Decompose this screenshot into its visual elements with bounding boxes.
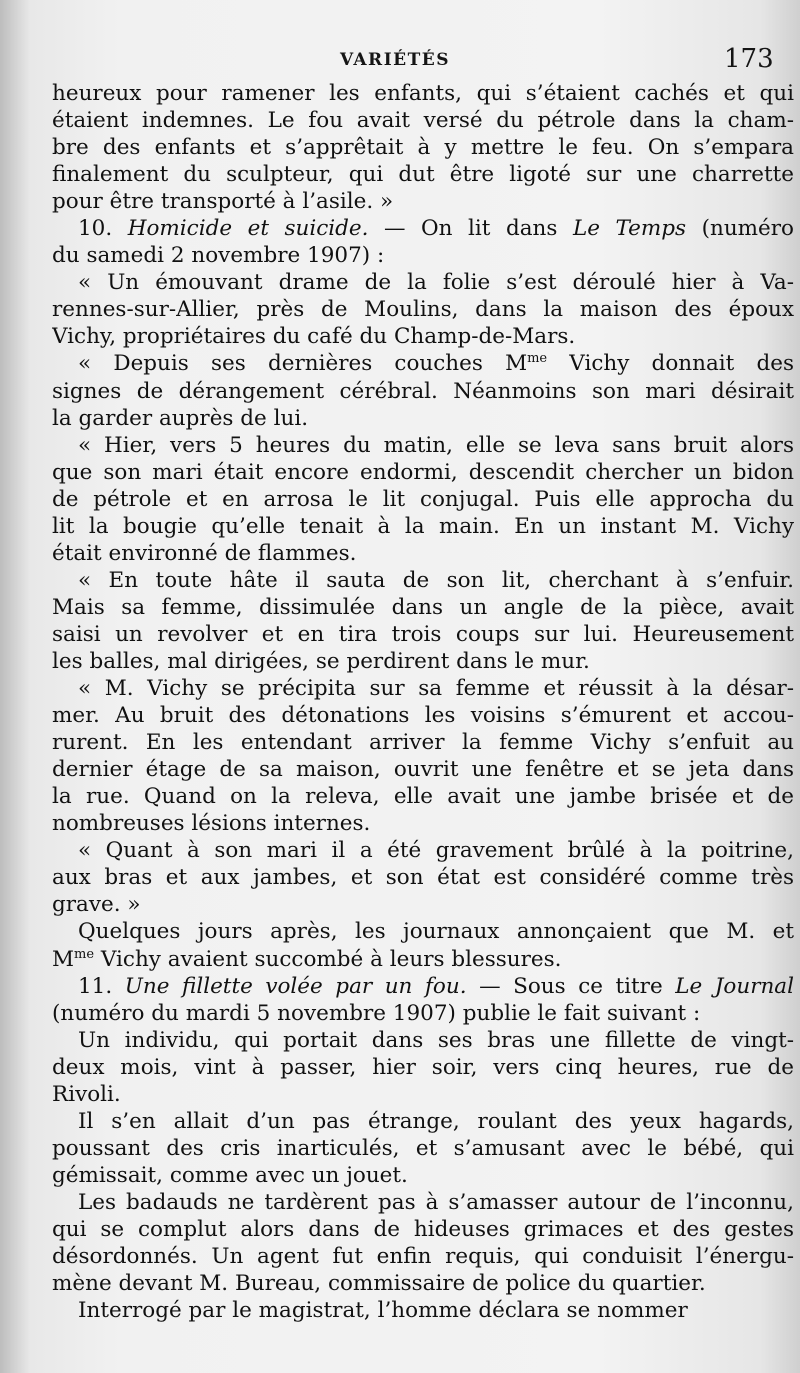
text-line: saisi un revolver et en tira trois coups sur lui. Heureusement bbox=[52, 621, 794, 647]
text-fragment: M bbox=[52, 946, 75, 972]
text-line: qui se complut alors dans de hideuses grimaces et des gestes bbox=[52, 1216, 794, 1242]
text-line: Les badauds ne tardèrent pas à s’amasser autour de l’inconnu, bbox=[78, 1189, 794, 1215]
text-line: que son mari était encore endormi, descendit chercher un bidon bbox=[52, 459, 794, 485]
text-line: (numéro du mardi 5 novembre 1907) publie le fait suivant : bbox=[52, 1000, 701, 1026]
text-line: Vichy, propriétaires du café du Champ-de-Mars. bbox=[52, 324, 576, 350]
text-line: Il s’en allait d’un pas étrange, roulant des yeux hagards, bbox=[78, 1108, 794, 1134]
text-line: du samedi 2 novembre 1907) : bbox=[52, 243, 385, 269]
text-line: nombreuses lésions internes. bbox=[52, 811, 371, 837]
text-line: était environné de flammes. bbox=[52, 540, 357, 566]
text-line: « En toute hâte il sauta de son lit, cherchant à s’enfuir. bbox=[78, 567, 794, 593]
text-fragment: « Depuis ses dernières couches M bbox=[78, 351, 528, 377]
text-line: poussant des cris inarticulés, et s’amusant avec le bébé, qui bbox=[52, 1135, 794, 1161]
section-number: 10. bbox=[78, 216, 128, 242]
text-line: mène devant M. Bureau, commissaire de police du quartier. bbox=[52, 1271, 706, 1297]
newspaper-title: Le Temps bbox=[572, 216, 687, 242]
text-line: heureux pour ramener les enfants, qui s’étaient cachés et qui bbox=[52, 81, 794, 106]
page-header bbox=[0, 44, 800, 76]
page-number: 173 bbox=[724, 44, 774, 74]
text-line: rennes-sur-Allier, près de Moulins, dans la maison des époux bbox=[52, 297, 794, 323]
section-heading-line bbox=[52, 215, 794, 242]
section-number: 11. bbox=[78, 973, 125, 999]
text-fragment: (numéro bbox=[686, 216, 794, 242]
section-heading-line bbox=[52, 973, 794, 1000]
text-line: les balles, mal dirigées, se perdirent dans le mur. bbox=[52, 648, 590, 674]
text-line: « Hier, vers 5 heures du matin, elle se leva sans bruit alors bbox=[78, 432, 794, 458]
text-line: « Un émouvant drame de la folie s’est déroulé hier à Va- bbox=[78, 270, 794, 296]
text-line: de pétrole et en arrosa le lit conjugal. Puis elle approcha du bbox=[52, 486, 794, 512]
text-line: finalement du sculpteur, qui dut être ligoté sur une charrette bbox=[52, 162, 794, 188]
text-line: la rue. Quand on la releva, elle avait une jambe brisée et de bbox=[52, 784, 794, 810]
text-line: mer. Au bruit des détonations les voisins s’émurent et accou- bbox=[52, 703, 794, 729]
text-line: étaient indemnes. Le fou avait versé du pétrole dans la cham- bbox=[52, 108, 794, 134]
section-title: Une fillette volée par un fou. bbox=[124, 973, 467, 999]
text-line: Mais sa femme, dissimulée dans un angle de la pièce, avait bbox=[52, 594, 794, 620]
text-line: « Quant à son mari il a été gravement brûlé à la poitrine, bbox=[78, 838, 794, 864]
text-line: signes de dérangement cérébral. Néanmoins son mari désirait bbox=[52, 378, 794, 404]
section-title: Homicide et suicide. bbox=[127, 216, 369, 242]
text-line: Quelques jours après, les journaux annonçaient que M. et bbox=[78, 919, 794, 945]
text-line bbox=[52, 946, 794, 973]
text-fragment: Vichy donnait des bbox=[547, 351, 794, 377]
text-line: « M. Vichy se précipita sur sa femme et réussit à la désar- bbox=[78, 676, 794, 702]
newspaper-title: Le Journal bbox=[675, 973, 794, 999]
text-line: Rivoli. bbox=[52, 1081, 121, 1107]
text-line: aux bras et aux jambes, et son état est considéré comme très bbox=[52, 865, 794, 891]
text-line: grave. » bbox=[52, 892, 141, 918]
text-line: Un individu, qui portait dans ses bras une fillette de vingt- bbox=[78, 1027, 794, 1053]
text-line: bre des enfants et s’apprêtait à y mettre le feu. On s’empara bbox=[52, 135, 794, 161]
text-line: désordonnés. Un agent fut enfin requis, qui conduisit l’énergu- bbox=[52, 1244, 794, 1270]
text-line: la garder auprès de lui. bbox=[52, 405, 309, 431]
superscript: me bbox=[74, 946, 95, 962]
text-line: lit la bougie qu’elle tenait à la main. En un instant M. Vichy bbox=[52, 513, 794, 539]
superscript: me bbox=[527, 351, 548, 367]
text-fragment: Vichy avaient succombé à leurs blessures. bbox=[94, 946, 562, 972]
text-line: pour être transporté à l’asile. » bbox=[52, 189, 394, 215]
text-line: Interrogé par le magistrat, l’homme déclara se nommer bbox=[78, 1298, 688, 1324]
text-fragment: — Sous ce titre bbox=[466, 973, 676, 999]
text-fragment: — On lit dans bbox=[368, 216, 573, 242]
text-line bbox=[52, 350, 794, 377]
running-head: VARIÉTÉS bbox=[340, 50, 450, 70]
body-text bbox=[52, 80, 794, 1324]
text-line: gémissait, comme avec un jouet. bbox=[52, 1162, 408, 1188]
text-line: dernier étage de sa maison, ouvrit une fenêtre et se jeta dans bbox=[52, 757, 794, 783]
text-line: rurent. En les entendant arriver la femme Vichy s’enfuit au bbox=[52, 730, 794, 756]
text-line: deux mois, vint à passer, hier soir, vers cinq heures, rue de bbox=[52, 1054, 794, 1080]
